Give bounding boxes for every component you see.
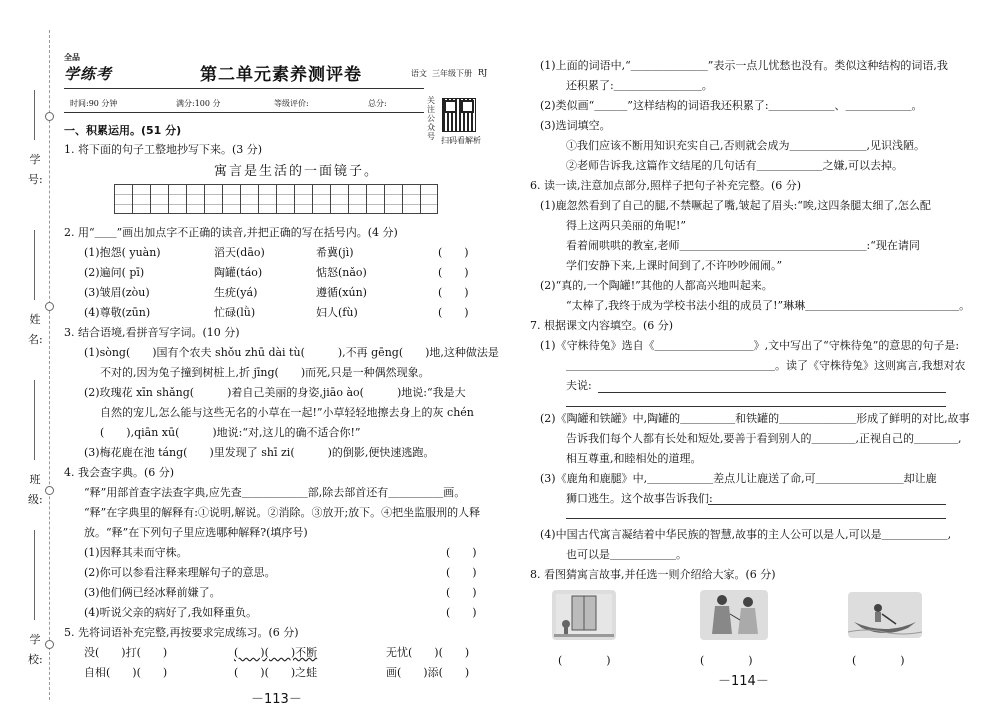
two-people-icon bbox=[700, 590, 768, 640]
q4-line: “释”在字典里的解释有:①说明,解说。②消除。③放开;放下。④把坐监服刑的人释 bbox=[84, 506, 481, 519]
grid-cell[interactable] bbox=[150, 184, 168, 214]
copy-sentence: 寓言是生活的一面镜子。 bbox=[214, 164, 380, 179]
q7-line: (2)《陶罐和铁罐》中,陶罐的＿＿＿＿＿和铁罐的＿＿＿＿＿＿＿形成了鲜明的对比,故事 bbox=[540, 412, 970, 425]
q2-row2-a: (2)遍问( pī) bbox=[84, 266, 145, 279]
q2-answer-1[interactable]: ( ) bbox=[438, 246, 469, 259]
answer-line[interactable] bbox=[566, 406, 946, 407]
grid-cell[interactable] bbox=[384, 184, 402, 214]
logo-top-text: 全品 bbox=[64, 53, 80, 62]
answer-line[interactable] bbox=[566, 518, 946, 519]
grid-cell[interactable] bbox=[312, 184, 330, 214]
q4-line: “释”用部首查字法查字典,应先查＿＿＿＿＿＿部,除去部首还有＿＿＿＿＿画。 bbox=[84, 486, 466, 499]
q5-word: 没( )打( ) bbox=[84, 646, 168, 659]
binding-hole bbox=[45, 112, 54, 121]
q4-item: (1)因释其耒而守株。 bbox=[84, 546, 188, 559]
total-score: 总分: bbox=[368, 99, 387, 108]
grid-cell[interactable] bbox=[294, 184, 312, 214]
q5-word: ( )( )不断 bbox=[234, 646, 318, 659]
brand-logo bbox=[64, 52, 112, 84]
q3-line: (1)sòng( )国有个农夫 shǒu zhū dài tù( ),不再 gēng( )地,这种做法是 bbox=[84, 346, 499, 359]
q6-line: “太棒了,我终于成为学校书法小组的成员了!”琳琳＿＿＿＿＿＿＿＿＿＿＿＿＿＿。 bbox=[566, 299, 971, 312]
section-heading: 一、积累运用。(51 分) bbox=[64, 124, 182, 137]
q3-line: 自然的宠儿,怎么能与这些无名的小草在一起!”小草轻轻地擦去身上的灰 chén bbox=[100, 406, 474, 419]
side-blank-line bbox=[34, 230, 35, 300]
binding-hole bbox=[45, 302, 54, 311]
q7-line: (4)中国古代寓言凝结着中华民族的智慧,故事的主人公可以是人,可以是＿＿＿＿＿＿, bbox=[540, 528, 952, 541]
q8-answer-2[interactable]: ( ) bbox=[700, 654, 753, 667]
q4-item: (4)听说父亲的病好了,我如释重负。 bbox=[84, 606, 258, 619]
q3-line: ( ),qiān xū( )地说:“对,这儿的确不适合你!” bbox=[100, 426, 361, 439]
q3-line: (2)玫瑰花 xīn shǎng( )着自己美丽的身姿,jiāo ào( )地说:“我是大 bbox=[84, 386, 466, 399]
q2-row3-b: 生疣(yá) bbox=[214, 286, 258, 299]
qr-note: 关注公众号 bbox=[427, 96, 435, 141]
subject-label: 语文 bbox=[411, 69, 427, 78]
grid-cell[interactable] bbox=[204, 184, 222, 214]
q2-answer-2[interactable]: ( ) bbox=[438, 266, 469, 279]
grid-cell[interactable] bbox=[132, 184, 150, 214]
q2-row4-b: 忙碌(lǜ) bbox=[214, 306, 256, 319]
qr-caption: 扫码看解析 bbox=[441, 136, 481, 145]
answer-line[interactable] bbox=[598, 392, 946, 393]
q2-row1-a: (1)抱怨( yuàn) bbox=[84, 246, 161, 259]
answer-line[interactable] bbox=[708, 504, 946, 505]
side-label-name: 姓名: bbox=[28, 313, 43, 346]
q7-line: 夫说: bbox=[566, 379, 592, 392]
q5-word: 自相( )( ) bbox=[84, 666, 168, 679]
q5-word: 无忧( )( ) bbox=[386, 646, 470, 659]
q6-line: 得上这两只美丽的角呢!” bbox=[566, 219, 687, 232]
question-8: 8. 看图猜寓言故事,并任选一则介绍给大家。(6 分) bbox=[530, 568, 776, 581]
q8-answer-3[interactable]: ( ) bbox=[852, 654, 905, 667]
q6-line: (2)“真的,一个陶罐!”其他的人都高兴地叫起来。 bbox=[540, 279, 773, 292]
question-6: 6. 读一读,注意加点部分,照样子把句子补充完整。(6 分) bbox=[530, 179, 802, 192]
q2-row3-c: 遵循(xún) bbox=[316, 286, 367, 299]
page-title: 第二单元素养测评卷 bbox=[200, 65, 362, 85]
q6-line: 看着闹哄哄的教室,老师＿＿＿＿＿＿＿＿＿＿＿＿＿＿＿＿＿:“现在请同 bbox=[566, 239, 920, 252]
q5-sub-line: (2)类似画“＿＿＿”这样结构的词语我还积累了:＿＿＿＿＿＿、＿＿＿＿＿＿。 bbox=[540, 99, 923, 112]
question-1: 1. 将下面的句子工整地抄写下来。(3 分) bbox=[64, 143, 263, 156]
question-7: 7. 根据课文内容填空。(6 分) bbox=[530, 319, 674, 332]
writing-grid[interactable] bbox=[114, 184, 438, 214]
q2-row4-a: (4)尊敬(zūn) bbox=[84, 306, 151, 319]
q4-answer[interactable]: ( ) bbox=[446, 586, 477, 599]
q5-word: ( )( )之蛙 bbox=[234, 666, 318, 679]
page-number-left: －113－ bbox=[251, 692, 302, 707]
q7-line: 狮口逃生。这个故事告诉我们: bbox=[566, 492, 713, 505]
exam-time: 时间:90 分钟 bbox=[70, 99, 118, 108]
fable-illustration-boat bbox=[848, 592, 922, 638]
q5-sub-line: (1)上面的词语中,“＿＿＿＿＿＿＿”表示一点儿忧愁也没有。类似这种结构的词语,我 bbox=[540, 59, 948, 72]
q4-answer[interactable]: ( ) bbox=[446, 606, 477, 619]
q4-item: (2)你可以参看注释来理解句子的意思。 bbox=[84, 566, 276, 579]
q7-line: 告诉我们每个人都有长处和短处,要善于看到别人的＿＿＿＿,正视自己的＿＿＿＿, bbox=[566, 432, 962, 445]
fable-illustration-two-men bbox=[700, 590, 768, 640]
header-rule bbox=[64, 88, 424, 89]
side-label-class: 班级: bbox=[28, 473, 43, 506]
question-3: 3. 结合语境,看拼音写字词。(10 分) bbox=[64, 326, 240, 339]
grid-cell[interactable] bbox=[420, 184, 438, 214]
grade-evaluation: 等级评价: bbox=[274, 99, 309, 108]
q8-answer-1[interactable]: ( ) bbox=[558, 654, 611, 667]
grid-cell[interactable] bbox=[366, 184, 384, 214]
exam-full-score: 满分:100 分 bbox=[176, 99, 221, 108]
q5-sub-line: ①我们应该不断用知识充实自己,否则就会成为＿＿＿＿＿＿＿,见识浅陋。 bbox=[566, 139, 925, 152]
q5-sub-line: (3)选词填空。 bbox=[540, 119, 611, 132]
q2-answer-3[interactable]: ( ) bbox=[438, 286, 469, 299]
q5-sub-line: 还积累了:＿＿＿＿＿＿＿＿。 bbox=[566, 79, 713, 92]
binding-hole bbox=[45, 486, 54, 495]
grid-cell[interactable] bbox=[186, 184, 204, 214]
q3-line: (3)梅花鹿在池 táng( )里发现了 shī zi( )的倒影,便快速逃跑。 bbox=[84, 446, 435, 459]
q6-line: 学们安静下来,上课时间到了,不许吵吵闹闹。” bbox=[566, 259, 783, 272]
boat-icon bbox=[848, 592, 922, 638]
q6-line: (1)鹿忽然看到了自己的腿,不禁噘起了嘴,皱起了眉头:“唉,这四条腿太细了,怎么配 bbox=[540, 199, 931, 212]
page-number-right: －114－ bbox=[718, 674, 769, 689]
logo-main-text: 学练考 bbox=[64, 65, 113, 83]
grid-cell[interactable] bbox=[114, 184, 132, 214]
qr-code bbox=[442, 98, 476, 132]
grid-cell[interactable] bbox=[330, 184, 348, 214]
q7-line: (1)《守株待兔》选自《＿＿＿＿＿＿＿＿＿》,文中写出了“守株待兔”的意思的句子是: bbox=[540, 339, 960, 352]
grid-cell[interactable] bbox=[402, 184, 420, 214]
q7-line: ＿＿＿＿＿＿＿＿＿＿＿＿＿＿＿＿＿＿＿。读了《守株待兔》这则寓言,我想对农 bbox=[566, 359, 966, 372]
q7-line: (3)《鹿角和鹿腿》中,＿＿＿＿＿＿差点儿让鹿送了命,可＿＿＿＿＿＿＿＿却让鹿 bbox=[540, 472, 937, 485]
grid-cell[interactable] bbox=[240, 184, 258, 214]
side-blank-line bbox=[34, 380, 35, 460]
side-label-school: 学校: bbox=[28, 633, 43, 666]
binding-line bbox=[49, 30, 50, 700]
binding-hole bbox=[45, 640, 54, 649]
q3-line: 不对的,因为兔子撞到树桩上,折 jīng( )而死,只是一种偶然现象。 bbox=[100, 366, 430, 379]
question-5: 5. 先将词语补充完整,再按要求完成练习。(6 分) bbox=[64, 626, 299, 639]
q7-line: 相互尊重,和睦相处的道理。 bbox=[566, 452, 702, 465]
q4-answer[interactable]: ( ) bbox=[446, 566, 477, 579]
question-2: 2. 用“＿＿”画出加点字不正确的读音,并把正确的写在括号内。(4 分) bbox=[64, 226, 398, 239]
edition-label: RJ bbox=[478, 68, 488, 77]
q2-row1-c: 希冀(jì) bbox=[316, 246, 354, 259]
q2-row3-a: (3)皱眉(zòu) bbox=[84, 286, 150, 299]
q4-answer[interactable]: ( ) bbox=[446, 546, 477, 559]
q4-item: (3)他们俩已经冰释前嫌了。 bbox=[84, 586, 221, 599]
q5-sub-line: ②老师告诉我,这篇作文结尾的几句话有＿＿＿＿＿＿之嫌,可以去掉。 bbox=[566, 159, 903, 172]
grade-label: 三年级下册 bbox=[432, 69, 472, 78]
question-4: 4. 我会查字典。(6 分) bbox=[64, 466, 175, 479]
side-blank-line bbox=[34, 90, 35, 140]
info-rule bbox=[64, 112, 424, 113]
grid-cell[interactable] bbox=[348, 184, 366, 214]
grid-cell[interactable] bbox=[276, 184, 294, 214]
q2-row2-c: 惦怒(nǎo) bbox=[316, 266, 367, 279]
grid-cell[interactable] bbox=[168, 184, 186, 214]
q5-word: 画( )添( ) bbox=[386, 666, 470, 679]
q4-line: 放。“释”在下列句子里应选哪种解释?(填序号) bbox=[84, 526, 308, 539]
q2-row2-b: 陶罐(táo) bbox=[214, 266, 263, 279]
q2-row1-b: 滔天(dāo) bbox=[214, 246, 265, 259]
fable-illustration-guard-tree bbox=[552, 590, 616, 640]
side-blank-line bbox=[34, 530, 35, 620]
q7-line: 也可以是＿＿＿＿＿＿。 bbox=[566, 548, 687, 561]
side-label-id: 学号: bbox=[28, 153, 43, 186]
grid-cell[interactable] bbox=[258, 184, 276, 214]
grid-cell[interactable] bbox=[222, 184, 240, 214]
q2-answer-4[interactable]: ( ) bbox=[438, 306, 469, 319]
q2-row4-c: 妇人(fù) bbox=[316, 306, 358, 319]
tree-stump-icon bbox=[552, 590, 616, 640]
